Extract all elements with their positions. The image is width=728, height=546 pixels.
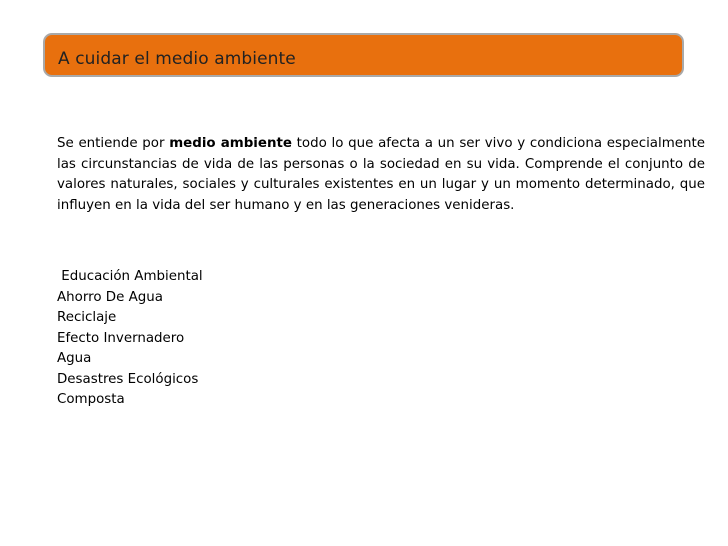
slide-title: A cuidar el medio ambiente [58, 49, 296, 69]
paragraph-intro: Se entiende por [57, 136, 170, 151]
topic-item: Desastres Ecológicos [57, 371, 199, 387]
title-bar [43, 33, 684, 77]
definition-paragraph [57, 134, 705, 216]
topic-item: Composta [57, 392, 125, 407]
topic-item: Ahorro De Agua [57, 289, 163, 305]
topic-item: Educación Ambiental [57, 269, 203, 284]
topic-item: Reciclaje [57, 310, 117, 325]
topic-item: Efecto Invernadero [57, 330, 185, 346]
topic-item: Agua [57, 351, 92, 366]
paragraph-body: todo lo que afecta a un ser vivo y condiciona especialmente las circunstancias de vida de las personas o la sociedad en su vida. Comprende el conjunto de valores naturales, sociales y culturales existentes en un lugar y un momento determinado, que influyen en la vida del ser humano y en las generaciones venideras. [57, 136, 705, 213]
topics-list [57, 267, 203, 411]
paragraph-bold-term: medio ambiente [169, 136, 292, 151]
